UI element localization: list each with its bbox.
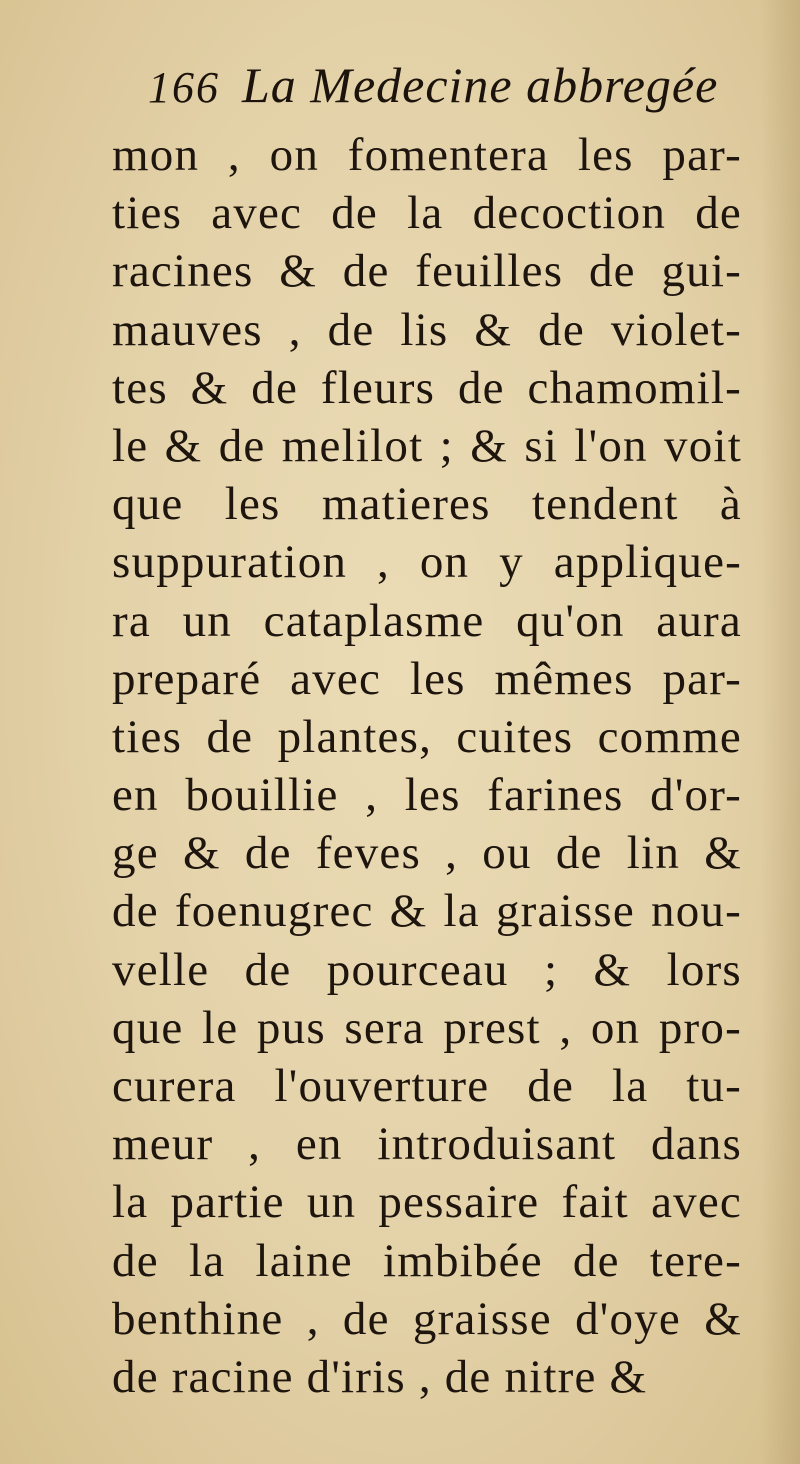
- word: d'oye: [575, 1292, 681, 1345]
- word: velle: [112, 943, 210, 996]
- word: gui-: [661, 245, 742, 298]
- text-line: [112, 301, 742, 359]
- word: foenugrec: [174, 885, 374, 938]
- word: l'on: [574, 419, 648, 472]
- word: de: [251, 361, 299, 414]
- text-line: [112, 650, 742, 708]
- word: pus: [256, 1001, 326, 1054]
- word: avec: [651, 1176, 742, 1229]
- word: farines: [487, 769, 624, 822]
- text-line: [112, 417, 742, 475]
- word: graisse: [412, 1292, 552, 1345]
- word: suppuration: [112, 536, 348, 589]
- word: applique-: [553, 536, 742, 589]
- word: &: [164, 419, 203, 472]
- word: que: [112, 1001, 184, 1054]
- text-line: [112, 184, 742, 242]
- word: nou-: [651, 885, 742, 938]
- word: on: [590, 1001, 641, 1054]
- word: meur: [112, 1118, 214, 1171]
- text-line: de racine d'iris , de nitre &: [112, 1350, 648, 1403]
- text-line: [112, 1232, 742, 1290]
- word: mauves: [112, 303, 263, 356]
- word: partie: [170, 1176, 285, 1229]
- text-line: [112, 1173, 742, 1231]
- word: cataplasme: [263, 594, 485, 647]
- text-line: [112, 824, 742, 882]
- word: lors: [666, 943, 742, 996]
- word: graisse: [495, 885, 635, 938]
- word: tendent: [531, 478, 679, 531]
- word: y: [499, 536, 524, 589]
- word: curera: [112, 1060, 237, 1112]
- word: on: [269, 129, 320, 181]
- word: ,: [227, 129, 241, 181]
- word: aura: [656, 594, 742, 647]
- word: ;: [439, 419, 454, 472]
- word: voit: [664, 419, 742, 472]
- word: ,: [377, 536, 390, 589]
- word: feves: [315, 827, 421, 880]
- word: tere-: [649, 1234, 742, 1287]
- word: ,: [306, 1292, 320, 1345]
- word: tu-: [686, 1060, 742, 1112]
- text-line: [112, 708, 742, 766]
- word: ,: [288, 303, 302, 356]
- word: si: [524, 419, 559, 472]
- word: de: [244, 827, 292, 880]
- word: preparé: [112, 652, 262, 705]
- word: par-: [662, 129, 742, 181]
- word: la: [407, 187, 444, 240]
- word: lin: [626, 827, 681, 880]
- word: de: [555, 827, 603, 880]
- word: de: [457, 361, 505, 414]
- word: de: [538, 303, 585, 356]
- page-number: 166: [148, 63, 220, 112]
- word: laine: [255, 1234, 353, 1287]
- word: &: [474, 303, 513, 356]
- word: cuites: [456, 710, 574, 763]
- word: &: [182, 827, 221, 880]
- word: la: [443, 885, 480, 938]
- word: chamomil-: [527, 361, 742, 414]
- word: benthine: [112, 1292, 284, 1345]
- word: l'ouverture: [274, 1060, 490, 1112]
- word: de: [342, 245, 390, 298]
- word: &: [704, 827, 742, 880]
- word: ties: [112, 710, 183, 763]
- word: les: [577, 129, 634, 181]
- word: d'or-: [650, 769, 742, 822]
- word: de: [112, 1234, 159, 1287]
- word: la: [112, 1176, 149, 1229]
- word: ties: [112, 187, 183, 240]
- word: la: [611, 1060, 649, 1112]
- word: de: [331, 187, 378, 240]
- word: ge: [112, 827, 159, 880]
- word: decoction: [472, 187, 667, 240]
- word: de: [327, 303, 375, 356]
- word: de: [342, 1292, 390, 1345]
- word: les: [224, 478, 281, 531]
- word: de: [695, 187, 742, 240]
- word: ,: [445, 827, 459, 880]
- word: &: [593, 943, 632, 996]
- word: un: [182, 594, 232, 647]
- word: tes: [112, 361, 168, 414]
- word: mon: [112, 129, 200, 181]
- word: en: [295, 1118, 343, 1171]
- word: sera: [344, 1001, 425, 1054]
- word: lis: [400, 303, 449, 356]
- text-line: [112, 242, 742, 300]
- word: de: [588, 245, 636, 298]
- word: &: [704, 1292, 742, 1345]
- text-line: [112, 475, 742, 533]
- word: ,: [248, 1118, 262, 1171]
- word: mêmes: [494, 652, 634, 705]
- word: fleurs: [320, 361, 436, 414]
- text-line: [112, 766, 742, 824]
- word: les: [404, 769, 461, 822]
- word: pro-: [658, 1001, 742, 1054]
- word: pourceau: [326, 943, 509, 996]
- word: pessaire: [378, 1176, 540, 1229]
- word: de: [218, 419, 266, 472]
- page-header: [148, 56, 718, 126]
- word: ra: [112, 594, 151, 647]
- word: matieres: [321, 478, 491, 531]
- word: bouillie: [185, 769, 339, 822]
- word: le: [202, 1001, 239, 1054]
- word: avec: [211, 187, 303, 240]
- word: imbibée: [382, 1234, 543, 1287]
- word: de: [572, 1234, 620, 1287]
- running-title: La Medecine abbregée: [242, 57, 719, 113]
- word: de: [112, 885, 159, 938]
- text-line: [112, 1290, 742, 1348]
- word: à: [719, 478, 742, 531]
- word: violet-: [610, 303, 742, 356]
- text-line: [112, 126, 742, 184]
- word: &: [190, 361, 229, 414]
- word: &: [389, 885, 428, 938]
- text-line: [112, 941, 742, 999]
- word: plantes,: [277, 710, 433, 763]
- word: que: [112, 478, 184, 531]
- word: en: [112, 769, 159, 822]
- word: ,: [559, 1001, 573, 1054]
- body-text: [112, 126, 742, 1406]
- word: dans: [651, 1118, 742, 1171]
- text-line: [112, 1115, 742, 1173]
- word: on: [419, 536, 470, 589]
- text-line: [112, 882, 742, 940]
- word: ;: [543, 943, 559, 996]
- word: les: [409, 652, 466, 705]
- word: de: [527, 1060, 575, 1112]
- word: racines: [112, 245, 254, 298]
- word: melilot: [281, 419, 424, 472]
- word: introduisant: [377, 1118, 617, 1171]
- word: comme: [597, 710, 742, 763]
- text-line: [112, 592, 742, 650]
- text-line: [112, 1057, 742, 1115]
- text-line: [112, 533, 742, 591]
- text-line: [112, 359, 742, 417]
- word: &: [279, 245, 317, 298]
- word: le: [112, 419, 149, 472]
- word: prest: [443, 1001, 541, 1054]
- word: ou: [482, 827, 532, 880]
- word: &: [470, 419, 509, 472]
- word: feuilles: [415, 245, 564, 298]
- word: de: [244, 943, 292, 996]
- word: ,: [365, 769, 379, 822]
- word: fomentera: [347, 129, 550, 181]
- word: avec: [290, 652, 382, 705]
- word: de: [206, 710, 254, 763]
- word: qu'on: [516, 594, 625, 647]
- word: par-: [662, 652, 742, 705]
- word: fait: [561, 1176, 629, 1229]
- text-line: [112, 999, 742, 1057]
- word: un: [306, 1176, 357, 1229]
- word: la: [188, 1234, 226, 1287]
